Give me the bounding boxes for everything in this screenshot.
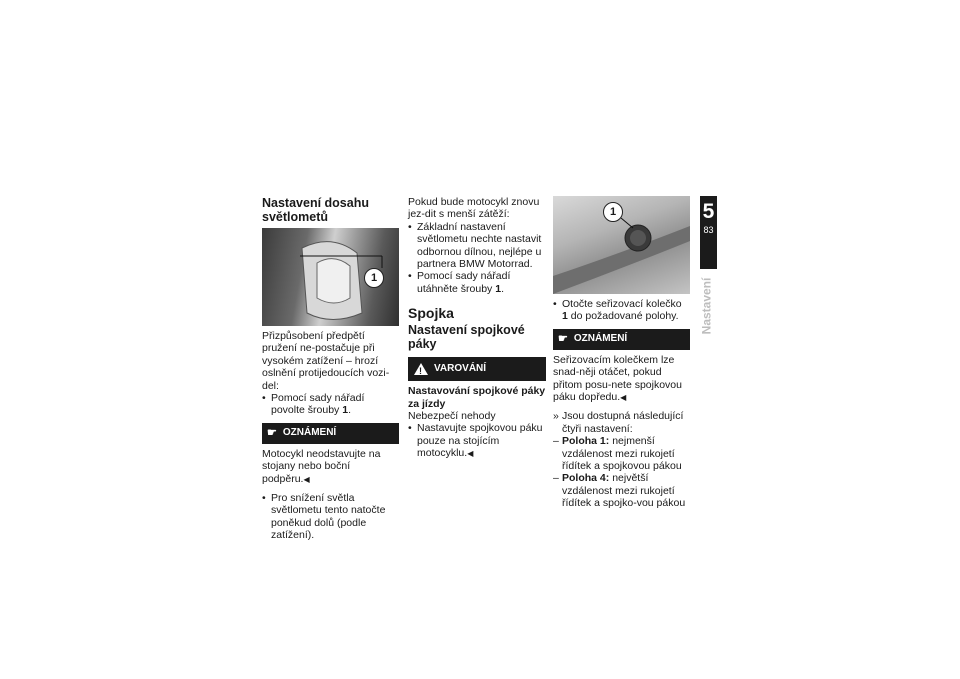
paragraph: Přizpůsobení předpětí pružení ne-postačuje při vysokém zatížení – hrozí oslnění protijedoucích vozi-del: [262, 330, 390, 392]
position-text: největší vzdálenost mezi rukojetí řídítek a spojko-vou pákou [562, 472, 686, 510]
section-title-headlight: Nastavení dosahu světlometů [262, 196, 369, 224]
chapter-name: Nastavení [699, 277, 714, 335]
column-1 [262, 196, 399, 542]
bullet-text: Pomocí sady nářadí utáhněte šrouby [417, 270, 511, 295]
bullet-text-end: do požadované polohy. [570, 310, 679, 323]
list-item: • Základní nastavení světlometu nechte nastavit odbornou dílnou, nejlépe u partnera BMW Motorrad. [408, 221, 546, 271]
page-number: 83 [703, 225, 714, 235]
hand-pointing-icon: ☛ [267, 427, 277, 440]
end-marker-icon: ◀ [467, 449, 474, 459]
notice-text [262, 448, 399, 486]
callout-1: 1 [364, 268, 384, 288]
hand-pointing-icon: ☛ [558, 333, 568, 346]
headlight-photo [262, 228, 399, 326]
subheading-clutch-lever: Nastavení spojkové páky [408, 323, 525, 352]
warning-triangle-icon: ! [414, 363, 428, 375]
notice-body: Seřizovacím kolečkem lze snad-něji otáčet, pokud přitom posu-nete spojkovou páku dopředu. [553, 353, 682, 404]
warning-title: Nastavování spojkové páky za jízdy [408, 385, 546, 410]
warning-sub: Nebezpečí nehody [408, 410, 496, 423]
notice-label: OZNÁMENÍ [282, 427, 337, 439]
notice-body: Motocykl neodstavujte na stojany nebo boční podpěru. [262, 447, 381, 485]
end-marker-icon: ◀ [620, 393, 627, 403]
ref-number: 1 [495, 282, 502, 295]
warning-label: VAROVÁNÍ [434, 363, 487, 375]
bullet-text: Otočte seřizovací kolečko [562, 298, 682, 310]
position-label: Poloha 4: [562, 472, 610, 485]
position-label: Poloha 1: [562, 435, 610, 448]
result-item: » Jsou dostupná následující čtyři nastavení: [553, 410, 690, 435]
notice-box [553, 329, 690, 350]
warning-box [408, 357, 546, 381]
end-marker-icon: ◀ [303, 474, 310, 484]
ref-number: 1 [342, 404, 349, 417]
notice-text [553, 354, 690, 405]
position-item [553, 472, 690, 509]
list-item: • Pro snížení světla světlometu tento natočte poněkud dolů (podle zatížení). [262, 492, 399, 542]
callout-1: 1 [603, 202, 623, 222]
position-text: nejmenší vzdálenost mezi rukojetí řídítek a spojkovou pákou [562, 435, 682, 473]
column-2 [408, 196, 546, 461]
column-3 [553, 196, 690, 510]
chapter-side-label [700, 275, 717, 337]
clutch-lever-photo [553, 196, 690, 294]
section-heading-clutch: Spojka [408, 305, 454, 322]
list-item [553, 298, 690, 323]
paragraph: Pokud bude motocykl znovu jez-dit s menší zátěží: [408, 196, 540, 221]
list-item: • Pomocí sady nářadí povolte šrouby 1. [262, 392, 399, 417]
chapter-number: 5 [702, 200, 715, 223]
bullet-text: Nastavujte spojkovou páku pouze na stojícím motocyklu. [417, 422, 543, 460]
notice-box [262, 423, 399, 444]
notice-label: OZNÁMENÍ [573, 333, 628, 345]
chapter-tab [700, 196, 717, 269]
ref-number: 1 [562, 310, 568, 323]
list-item: • Pomocí sady nářadí utáhněte šrouby 1. [408, 270, 546, 295]
list-item [408, 422, 546, 460]
bullet-text: Pomocí sady nářadí povolte šrouby [271, 392, 365, 417]
position-item [553, 435, 690, 472]
